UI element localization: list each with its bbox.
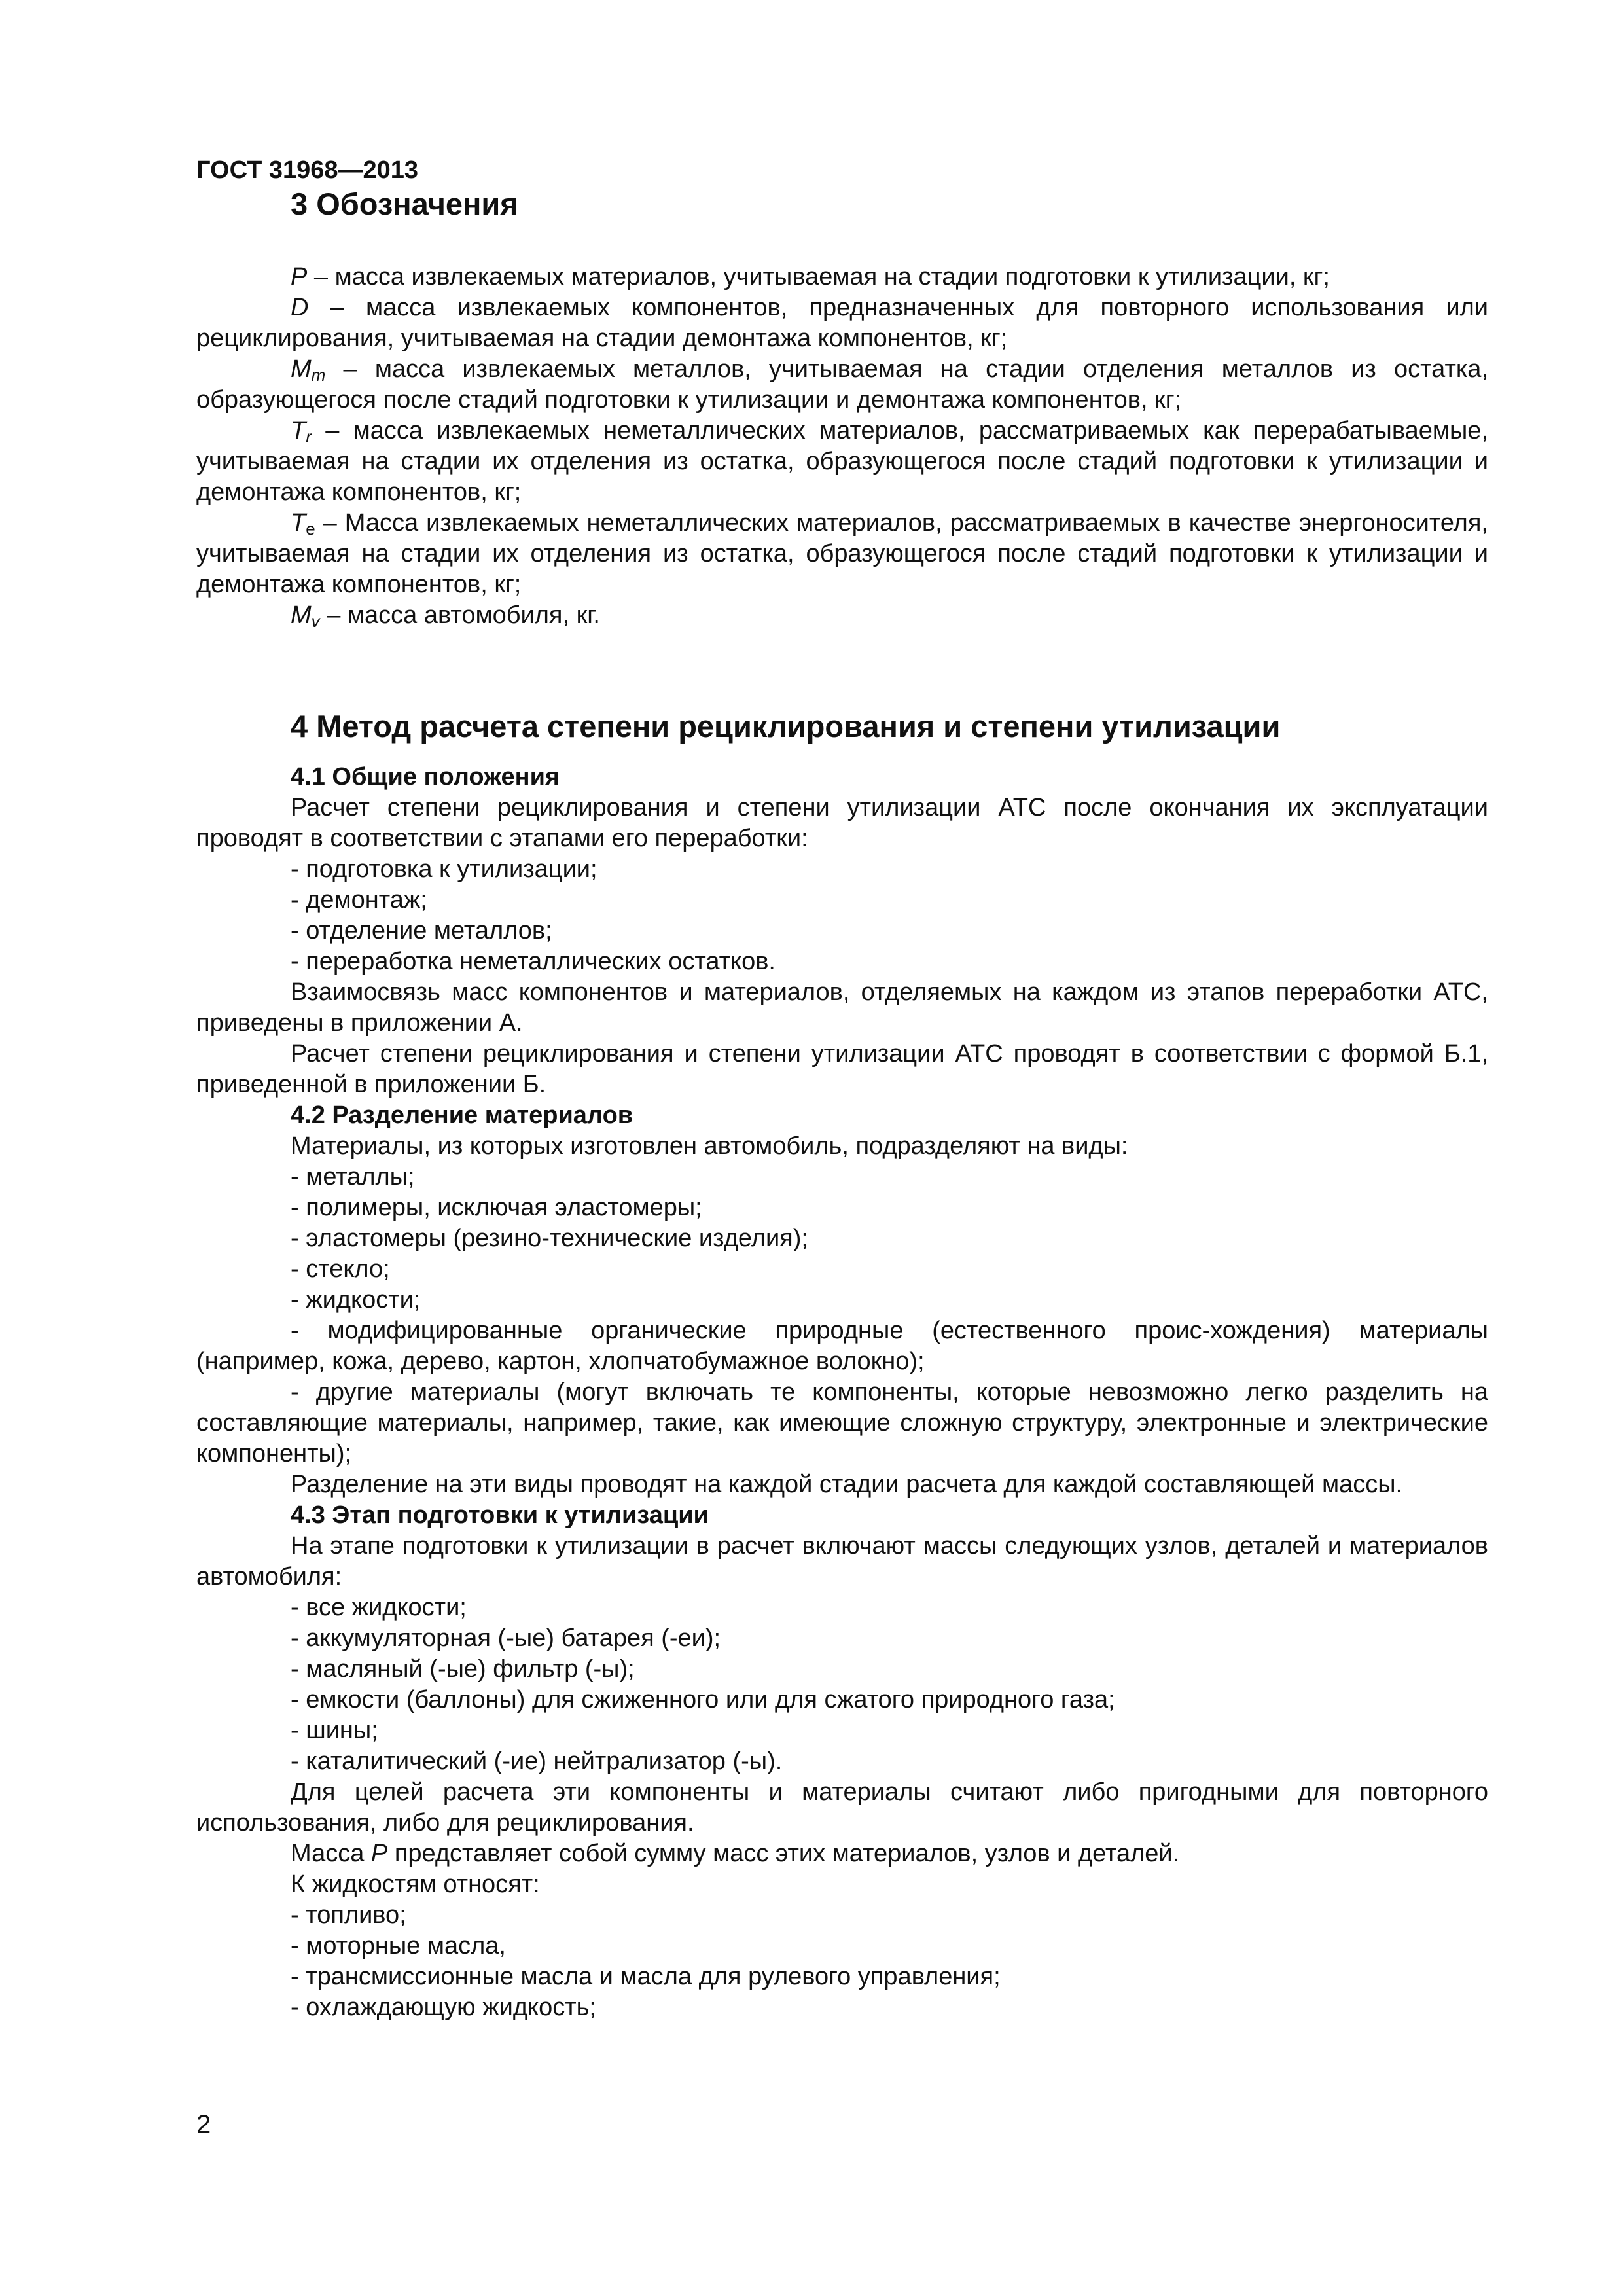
list-item: - моторные масла, bbox=[291, 1932, 506, 1960]
definition-mm: $M_m$ – масса извлекаемых металлов, учитываемая на стадии отделения металлов из остатка, образующегося после стадий подготовки к утилизации и демонтажа компонентов, кг; bbox=[196, 355, 1488, 414]
definition-tr: $T_r$ – масса извлекаемых неметаллических материалов, рассматриваемых как перерабатываемые, учитываемая на стадии их отделения из остатка, образующегося после стадий подготовки к утилизации и демонтажа компонентов, кг; bbox=[196, 417, 1488, 506]
list-item: - подготовка к утилизации; bbox=[291, 855, 597, 883]
definition-mv: $M_v$ – масса автомобиля, кг. bbox=[291, 601, 600, 631]
list-item: - полимеры, исключая эластомеры; bbox=[291, 1194, 702, 1221]
page-number: 2 bbox=[196, 2110, 211, 2139]
list-item: - каталитический (-ие) нейтрализатор (-ы). bbox=[291, 1748, 783, 1775]
list-item: - шины; bbox=[291, 1717, 378, 1744]
list-item: - стекло; bbox=[291, 1255, 390, 1283]
definition-d: D – масса извлекаемых компонентов, предназначенных для повторного использования или рециклирования, учитываемая на стадии демонтажа компонентов, кг; bbox=[196, 294, 1488, 352]
list-item: - эластомеры (резино-технические изделия); bbox=[291, 1225, 808, 1252]
paragraph: Для целей расчета эти компоненты и материалы считают либо пригодными для повторного использования, либо для рециклирования. bbox=[196, 1778, 1488, 1837]
list-item: - модифицированные органические природные (естественного проис-хождения) материалы (например, кожа, дерево, картон, хлопчатобумажное волокно); bbox=[196, 1317, 1488, 1375]
paragraph: Расчет степени рециклирования и степени утилизации АТС проводят в соответствии с формой Б.1, приведенной в приложении Б. bbox=[196, 1040, 1488, 1098]
list-item: - демонтаж; bbox=[291, 886, 427, 914]
list-item: - топливо; bbox=[291, 1901, 406, 1929]
subsection-4-2-title: 4.2 Разделение материалов bbox=[291, 1102, 633, 1129]
paragraph: Разделение на эти виды проводят на каждой стадии расчета для каждой составляющей массы. bbox=[291, 1471, 1403, 1498]
list-item: - трансмиссионные масла и масла для рулевого управления; bbox=[291, 1963, 1001, 1990]
list-item: - масляный (-ые) фильтр (-ы); bbox=[291, 1655, 635, 1683]
section-3 bbox=[196, 185, 1488, 224]
paragraph: Материалы, из которых изготовлен автомобиль, подразделяют на виды: bbox=[291, 1132, 1128, 1160]
list-item: - другие материалы (могут включать те компоненты, которые невозможно легко разделить на составляющие материалы, например, такие, как имеющие сложную структуру, электронные и электрические компоненты); bbox=[196, 1378, 1488, 1467]
definition-p: P – масса извлекаемых материалов, учитываемая на стадии подготовки к утилизации, кг; bbox=[291, 263, 1330, 291]
section-4 bbox=[196, 707, 1488, 746]
list-item: - отделение металлов; bbox=[291, 917, 552, 944]
paragraph: Взаимосвязь масс компонентов и материалов, отделяемых на каждом из этапов переработки АТС, приведены в приложении А. bbox=[196, 978, 1488, 1037]
definitions-list bbox=[196, 262, 1488, 631]
list-item: - емкости (баллоны) для сжиженного или для сжатого природного газа; bbox=[291, 1686, 1115, 1713]
list-item: - все жидкости; bbox=[291, 1594, 467, 1621]
subsection-4-1-title: 4.1 Общие положения bbox=[291, 763, 560, 791]
section-4-title: 4 Метод расчета степени рециклирования и степени утилизации bbox=[291, 709, 1281, 744]
list-item: - охлаждающую жидкость; bbox=[291, 1994, 596, 2021]
subsection-4-3-title: 4.3 Этап подготовки к утилизации bbox=[291, 1501, 709, 1529]
paragraph: К жидкостям относят: bbox=[291, 1871, 540, 1898]
section-3-title: 3 Обозначения bbox=[291, 187, 518, 221]
paragraph: На этапе подготовки к утилизации в расчет включают массы следующих узлов, деталей и материалов автомобиля: bbox=[196, 1532, 1488, 1590]
list-item: - переработка неметаллических остатков. bbox=[291, 948, 776, 975]
list-item: - металлы; bbox=[291, 1163, 415, 1191]
list-item: - жидкости; bbox=[291, 1286, 421, 1314]
document-header: ГОСТ 31968—2013 bbox=[196, 156, 419, 184]
section-4-body bbox=[196, 762, 1488, 2023]
list-item: - аккумуляторная (-ые) батарея (-еи); bbox=[291, 1624, 721, 1652]
paragraph: Масса P представляет собой сумму масс этих материалов, узлов и деталей. bbox=[291, 1840, 1180, 1867]
paragraph: Расчет степени рециклирования и степени утилизации АТС после окончания их эксплуатации проводят в соответствии с этапами его переработки: bbox=[196, 794, 1488, 852]
definition-te: $T_e$ – Масса извлекаемых неметаллических материалов, рассматриваемых в качестве энергоносителя, учитываемая на стадии их отделения из остатка, образующегося после стадий подготовки к утилизации и демонтажа компонентов, кг; bbox=[196, 509, 1488, 598]
